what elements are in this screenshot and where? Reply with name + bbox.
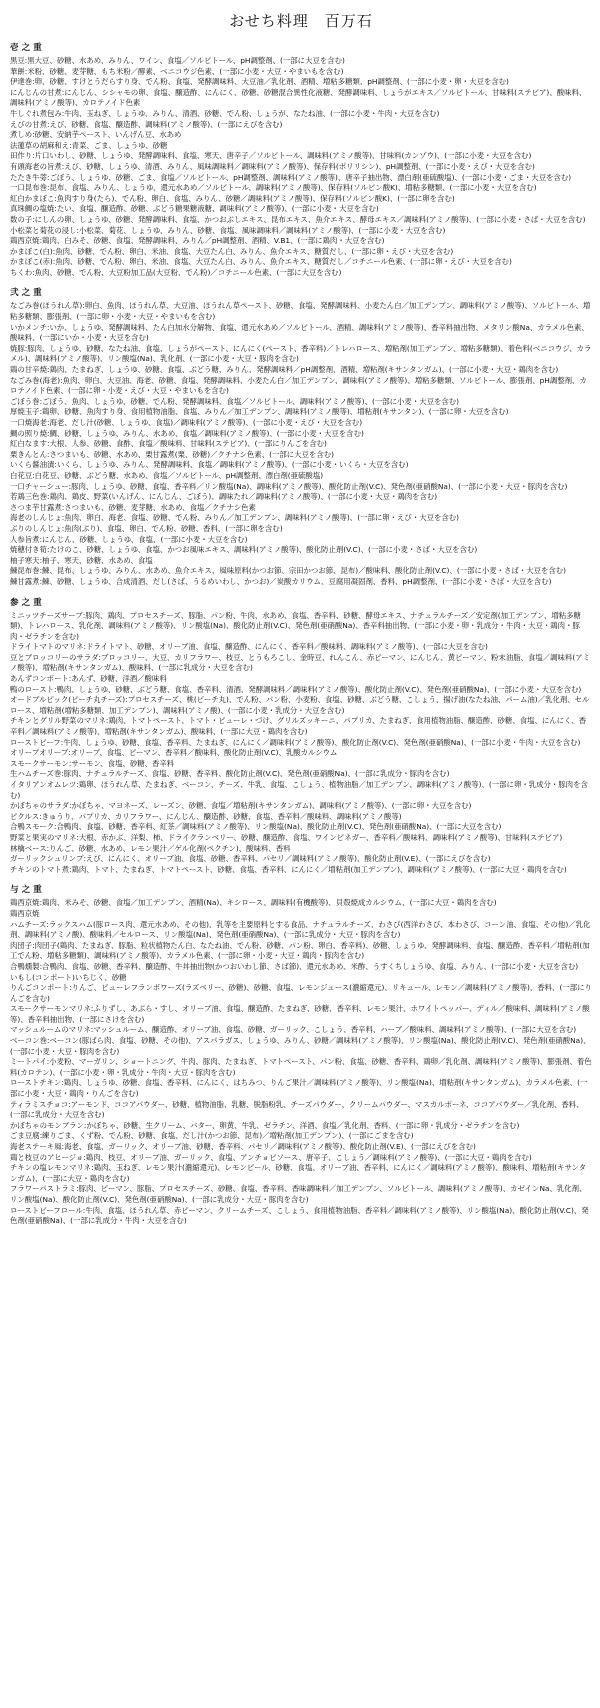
ingredient-entry: ティラミスチョコ:アーモンド、ココアパウダー、砂糖、植物油脂、乳糖、脱脂粉乳、チーズパウダー、クリームパウダー、マスカルポーネ、ココアパウダー／乳化剤、香料、(一部に乳成分・大豆を含む) <box>10 1099 584 1120</box>
ingredient-entry: たたき牛蒡:ごぼう、しょうゆ、砂糖、ごま、食塩／ソルビトール、pH調整剤、調味料(アミノ酸等)、唐辛子抽出物、漂白剤(亜硫酸塩)、(一部に小麦・ごま・大豆を含む) <box>10 172 572 182</box>
ingredient-entry: かまぼこ(白):魚肉、砂糖、でん粉、卵白、米油、食塩、大豆たん白、みりん、魚介エキス、糖質だし、(一部に卵・えび・大豆を含む) <box>10 246 454 256</box>
ingredient-entry: 合鴨スモーク:合鴨肉、食塩、砂糖、香辛料、紅茶／調味料(アミノ酸等)、リン酸塩(Na)、酸化防止剤(V.C)、発色剤(亜硝酸Na)、(一部に大豆を含む) <box>10 822 502 832</box>
ingredient-entry: 鶏の甘辛焼:鶏肉、たまねぎ、しょうゆ、砂糖、食塩、ぶどう糖、みりん、発酵調味料／pH調整剤、酒精、増粘剤(キサンタンガム)、(一部に小麦・大豆・鶏肉を含む) <box>10 365 559 375</box>
ingredient-entry: 小松菜と菊花の浸し:小松菜、菊花、しょうゆ、みりん、砂糖、食塩、風味調味料／調味料(アミノ酸等)、(一部に小麦・大豆を含む) <box>10 225 446 235</box>
section-heading: 参 之 重 <box>10 597 42 608</box>
ingredient-entry: 牛しぐれ煮包み:牛肉、玉ねぎ、しょうゆ、みりん、清酒、砂糖、でん粉、しょうが、なたね油、(一部に小麦・牛肉・大豆を含む) <box>10 108 440 118</box>
ingredient-entry: 紅白かまぼこ:魚肉すり身(たら)、でん粉、卵白、食塩、みりん、砂糖／調味料(アミノ酸等)、保存料(ソルビン酸K)、(一部に卵を含む) <box>10 193 455 203</box>
ingredient-entry: マッシュルームのマリネ:マッシュルーム、醸造酢、オリーブ油、食塩、砂糖、ガーリック、こしょう、香辛料、ハーブ／酸味料、調味料(アミノ酸等)、(一部に大豆を含む) <box>10 1025 577 1035</box>
ingredient-entry: 海老ステーキ風:海老、食塩、ガーリック、オリーブ油、砂糖、香辛料、パセリ／調味料(アミノ酸等)、酸化防止剤(V.E)、(一部にえびを含む) <box>10 1142 476 1151</box>
ingredient-entry: いもし(コンポート)いちじく、砂糖 <box>10 972 127 982</box>
ingredient-entry: なごみ巻(海老):魚肉、卵白、大豆油、海老、砂糖、食塩、発酵調味料、小麦たん白／加工デンプン、調味料(アミノ酸等)、増粘多糖類、ソルビトール、膨張剤、pH調整剤、カロテノイド色素、(一部に卵・小麦・えび・大豆・やまいもを含む) <box>10 375 587 396</box>
ingredient-entry: 一口チャーシュー:豚肉、しょうゆ、砂糖、食塩、香辛料／リン酸塩(Na)、調味料(アミノ酸等)、酸化防止剤(V.C)、発色剤(亜硝酸Na)、(一部に小麦・大豆・豚肉を含む) <box>10 481 568 491</box>
ingredient-entry: チキンとグリル野菜のマリネ:鶏肉、トマトペースト、トマト・ピューレ・づけ、グリルズッキーニ、パプリカ、たまねぎ、食用植物油脂、醸造酢、砂糖、食塩、にんにく、香辛料／調味料(アミノ酸等)、増粘剤(キサンタンガム)、酸味料、(一部に大豆・鶏肉を含む) <box>10 716 587 737</box>
ingredient-entry: スモークサーモン:サーモン、食塩、砂糖、香辛料 <box>10 758 175 768</box>
ingredient-entry: 黒豆:黒大豆、砂糖、水あめ、みりん、ワイン、食塩／ソルビトール、pH調整剤、(一部に大豆を含む) <box>10 56 345 65</box>
ingredient-entry: ミートパイ:小麦粉、マーガリン、ショートニング、牛肉、豚肉、たまねぎ、トマトペースト、パン粉、食塩、砂糖、香辛料、鶏卵／乳化剤、調味料(アミノ酸等)、膨張剤、着色料(カロテン)、(一部に小麦・卵・乳成分・牛肉・大豆・豚肉を含む) <box>10 1057 592 1077</box>
ingredient-entry: 海老のしんじょ:魚肉、卵白、海老、食塩、砂糖、でん粉、みりん／加工デンプン、調味料(アミノ酸等)、(一部に卵・えび・大豆を含む) <box>10 513 460 523</box>
ingredient-entry: フラワーパストラミ:豚肉、ピーマン、豚脂、プロセスチーズ、砂糖、食塩、香辛料、香味調味料／加工デンプン、ソルビトール、調味料(アミノ酸等)、カゼインNa、乳化剤、リン酸塩(Na)、酸化防止剤(V.C)、発色剤(亜硝酸Na)、(一部に乳成分・大豆・豚肉を含む) <box>10 1184 587 1204</box>
ingredient-entry: オリーブオリーブ:オリーブ、食塩、ピーマン、香辛料／酸味料、酸化防止剤(V.C)、乳酸カルシウム <box>10 748 338 758</box>
ingredient-entry: かぼちゃのモンブラン:かぼちゃ、砂糖、生クリーム、バター、卵黄、牛乳、ゼラチン、洋酒、食塩／乳化剤、香料、(一部に卵・乳成分・ゼラチンを含む) <box>10 1120 520 1130</box>
ingredient-entry: 鯛の照り焼:鯛、砂糖、しょうゆ、みりん、水あめ、食塩／調味料(アミノ酸等)、(一部に小麦・大豆を含む) <box>10 428 364 438</box>
section <box>10 41 592 278</box>
ingredient-entry: 焼穂付き筍:たけのこ、砂糖、しょうゆ、食塩、かつお風味エキス、調味料(アミノ酸等)、酸化防止剤(V.C)、(一部に小麦・さば・大豆を含む) <box>10 545 478 555</box>
ingredient-entry: ドライトマトのマリネ:ドライトマト、砂糖、オリーブ油、食塩、醸造酢、にんにく、香辛料／酸味料、調味料(アミノ酸等)、(一部に大豆を含む) <box>10 642 488 652</box>
ingredient-entry: 肉団子:肉団子(鶏肉、たまねぎ、豚脂、粒状植物たん白、なたね油、でん粉、砂糖、パン粉、卵白、香辛料)、砂糖、しょうゆ、発酵調味料、食塩、醸造酢、香辛料／増粘剤(加工でん粉、増粘多糖類)、調味料(アミノ酸等)、カラメル色素、(一部に卵・小麦・大豆・鶏肉・豚肉を含む) <box>10 940 590 961</box>
ingredient-entry: なごみ巻(ほうれん草):卵白、魚肉、ほうれん草、大豆油、ほうれん草ペースト、砂糖、食塩、発酵調味料、小麦たん白／加工デンプン、調味料(アミノ酸等)、ソルビトール、増粘多糖類、膨張剤、(一部に卵・小麦・大豆・やまいもを含む) <box>10 301 591 322</box>
ingredient-entry: あんずコンポート:あんず、砂糖、洋酒／酸味料 <box>10 674 167 684</box>
section <box>10 596 592 876</box>
section-heading: 弐 之 重 <box>10 288 42 299</box>
ingredient-entry: 野菜と果実のマリネ:大根、赤かぶ、洋梨、柿、ドライクランベリー、砂糖、醸造酢、食塩、ワインビネガー、香辛料／酸味料、調味料(アミノ酸等)、甘味料(ステビア) <box>10 832 563 842</box>
ingredient-entry: 柚子寒天:柚子、寒天、砂糖、水あめ、食塩 <box>10 555 153 565</box>
ingredient-entry: 合鴨燻製:合鴨肉、食塩、砂糖、香辛料、醸造酢、牛丼抽出物(かつおいわし節、さば節)、還元水あめ、米酢、うすくちしょうゆ、食塩、みりん、(一部に小麦・大豆を含む) <box>10 961 579 971</box>
ingredient-entry: 鶏西京焼:鶏肉、米みそ、砂糖、食塩／加工デンプン、酒精(Na)、キシロース、調味料(有機酸等)、貝殻焼成カルシウム、(一部に大豆・鶏肉を含む) <box>10 898 497 908</box>
ingredient-entry: チキンのトマト煮:鶏肉、トマト、たまねぎ、トマトペースト、砂糖、食塩、香辛料、にんにく／増粘剤(加工デンプン)、調味料(アミノ酸等)、(一部に大豆・鶏肉を含む) <box>10 864 567 874</box>
ingredient-entry: 栗きんとん:さつまいも、砂糖、水あめ、栗甘露煮(栗、砂糖)／クチナシ色素、(一部に大豆を含む) <box>10 449 334 459</box>
ingredient-entry: 焼豚:豚肉、しょうゆ、砂糖、なたね油、食塩、しょうがペースト、にんにく(ペースト、香辛料)／トレハロース、増粘剤(加工デンプン、増粘多糖類)、着色料(ベニコウジ、カラメル)、調味料(アミノ酸等)、リン酸塩(Na)、乳化剤、(一部に小麦・大豆・豚肉を含む) <box>10 343 592 364</box>
ingredient-entry: イタリアンオムレツ:鶏卵、ほうれん草、たまねぎ、ベーコン、チーズ、牛乳、食塩、こしょう、植物油脂／加工デンプン、調味料(アミノ酸等)、(一部に卵・乳成分・豚肉を含む) <box>10 780 588 800</box>
ingredient-entry: ぶりのしんじょ:魚肉(ぶり)、食塩、卵白、でん粉、砂糖、香料、(一部に卵を含む) <box>10 523 283 533</box>
ingredient-entry: オードブルピック(ピーチ丸チーズ):プロセスチーズ、桃(ピーチ丸)、でん粉、パン粉、小麦粉、食塩、砂糖、ぶどう糖、こしょう、揚げ油(なたね油、パーム油)／乳化剤、セルロース、増粘剤(増粘多糖類、加工デンプン)、調味料(アミノ酸)、(一部に小麦・乳成分・大豆を含む) <box>10 695 590 715</box>
ingredient-entry: 有頭海老の旨煮:えび、砂糖、しょうゆ、清酒、みりん、風味調味料／調味料(アミノ酸等)、保存料(ポリリシン)、pH調整剤、(一部に小麦・えび・大豆を含む) <box>10 161 535 171</box>
ingredient-entry: 若鶏三色巻:鶏肉、鶏皮、野菜(いんげん、にんじん、ごぼう)、調味たれ／調味料(アミノ酸等)、(一部に小麦・大豆・鶏肉を含む) <box>10 492 438 502</box>
ingredient-entry: ローストビーフ:牛肉、しょうゆ、砂糖、食塩、香辛料、たまねぎ、にんにく／調味料(アミノ酸等)、酸化防止剤(V.C)、発色剤(亜硝酸Na)、(一部に小麦・牛肉・大豆を含む) <box>10 737 581 747</box>
ingredient-entry: 厚焼玉子:鶏卵、砂糖、魚肉すり身、食用植物油脂、食塩、みりん／加工デンプン、調味料(アミノ酸等)、増粘剤(キサンタン)、(一部に卵・大豆を含む) <box>10 407 509 417</box>
ingredient-entry: 豆とブロッコリーのサラダ:ブロッコリー、大豆、カリフラワー、枝豆、とうもろこし、金時豆、れんこん、赤ピーマン、にんじん、黄ピーマン、粉末油脂、食塩／調味料(アミノ酸等)、増粘剤(キサンタンガム)、酸味料、(一部に乳成分・大豆を含む) <box>10 652 591 673</box>
ingredient-entry: かまぼこ(赤):魚肉、砂糖、でん粉、卵白、米油、食塩、大豆たん白、みりん、魚介エキス、糖質だし／コチニール色素、(一部に卵・えび・大豆を含む) <box>10 257 512 267</box>
ingredient-entry: スモークサーモンマリネ:ふりずし、あぶら・すし、オリーブ油、食塩、醸造酢、たまねぎ、砂糖、香辛料、レモン果汁、ホワイトペッパー、ディル／酸味料、調味料(アミノ酸等)、香辛料抽出物、(一部にさけを含む) <box>10 1004 590 1024</box>
ingredient-entry: さつま芋甘露煮:さつまいも、砂糖、麦芽糖、水あめ、食塩／クチナシ色素 <box>10 502 256 512</box>
ingredient-entry: 鰊甘露煮:鰊、砂糖、しょうゆ、合成清酒、だし(さば、うるめいわし、かつお)／炭酸カリウム、豆腐用凝固剤、香料、pH調整剤、(一部に小麦・さば・大豆を含む) <box>10 576 552 586</box>
section <box>10 883 592 1226</box>
ingredient-entry: 紅白なます:大根、人参、砂糖、食酢、食塩／酸味料、甘味料(ステビア)、(一部にりんごを含む) <box>10 439 327 449</box>
ingredient-entry: 煮しめ:砂糖、安納芋ペースト、いんげん豆、水あめ <box>10 130 182 140</box>
ingredient-entry: ハムチーズ:ラックスハム(豚ロース肉、還元水あめ、その他)、乳等を主要原料とする食品、ナチュラルチーズ、わさび(西洋わさび、本わさび、コーン油、食塩、その他)／乳化剤、調味料(アミノ酸)、酸味料／セルロース、リン酸塩(Na)、発色剤(亜硝酸Na)、(一部に乳成分・大豆・豚肉を含む) <box>10 919 591 940</box>
ingredient-entry: チキンの塩レモンマリネ:鶏肉、玉ねぎ、レモン果汁(濃縮還元)、レモンピール、砂糖、食塩、オリーブ油、香辛料、にんにく／調味料(アミノ酸等)、酸味料、増粘剤(キサンタンガム)、(一部に大豆・鶏肉を含む) <box>10 1163 587 1183</box>
ingredient-entry: 一口昆布巻:昆布、食塩、みりん、しょうゆ、還元水あめ／ソルビトール、調味料(アミノ酸等)、保存料(ソルビン酸K)、増粘多糖類、(一部に小麦・大豆を含む) <box>10 183 537 193</box>
ingredient-entry: かぼちゃのサラダ:かぼちゃ、マヨネーズ、レーズン、砂糖、食塩／増粘剤(キサンタンガム)、調味料(アミノ酸等)、(一部に卵・大豆を含む) <box>10 801 472 811</box>
ingredient-entry: 数の子:にしんの卵、しょうゆ、砂糖、発酵調味料、食塩、かつおぶしエキス、昆布エキス、魚介エキス、酵母エキス／調味料(アミノ酸等)、(一部に小麦・さば・大豆を含む) <box>10 214 586 224</box>
ingredient-entry: 鶏と枝豆のアヒージョ:鶏肉、枝豆、オリーブ油、ガーリック、食塩、アンチョビソース、唐辛子、こしょう／調味料(アミノ酸等)、(一部に大豆・鶏肉を含む) <box>10 1152 532 1162</box>
ingredient-entry: ごま豆腐:練りごま、くず粉、でん粉、砂糖、食塩、だし汁(かつお節、昆布)／増粘剤(加工デンプン)、(一部にごまを含む) <box>10 1131 414 1141</box>
ingredient-entry: 法蓮草の胡麻和え:青菜、ごま、しょうゆ、砂糖 <box>10 140 168 150</box>
ingredient-entry: 華餅:米粉、砂糖、麦芽糖、もち米粉／酵素、ベニコウジ色素、(一部に小麦・大豆・やまいもを含む) <box>10 66 344 76</box>
ingredient-entry: 伊達巻:卵、砂糖、すけとうだらすり身、でん粉、食塩、発酵調味料、大豆油／乳化剤、酒精、増粘多糖類、pH調整剤、(一部に小麦・卵・大豆を含む) <box>10 77 509 87</box>
ingredient-entry: 白花豆:白花豆、砂糖、ぶどう糖、水あめ、食塩／ソルビトール、pH調整剤、漂白剤(亜硫酸塩) <box>10 470 324 480</box>
ingredient-entry: 一口焼海老:海老、だし汁(砂糖、しょうゆ、食塩)／調味料(アミノ酸等)、(一部に小麦・えび・大豆を含む) <box>10 418 363 427</box>
document-title: おせち料理 百万石 <box>229 12 373 30</box>
ingredient-entry: りんごコンポート:りんご、ピューレフランボワーズ(ラズベリー、砂糖)、砂糖、食塩、レモンジュース(濃縮還元)、リキュール、レモン／調味料(アミノ酸等)、香料、(一部にりんごを含む) <box>10 983 592 1003</box>
ingredient-entry: ベーコン巻:ベーコン(豚ばら肉、食塩、砂糖、その他)、アスパラガス、しょうゆ、みりん、砂糖／調味料(アミノ酸等)、リン酸塩(Na)、酸化防止剤(V.C)、発色剤(亜硝酸Na)、(一部に小麦・大豆・豚肉を含む) <box>10 1036 591 1056</box>
ingredient-entry: 鰊昆布巻:鰊、昆布、しょうゆ、みりん、水あめ、魚介エキス、風味原料(かつお節、宗田かつお節、昆布)／酸味料、酸化防止剤(V.C)、(一部に小麦・さば・大豆を含む) <box>10 566 567 576</box>
ingredient-entry: 鶏西京焼:鶏肉、白みそ、砂糖、食塩、発酵調味料、みりん／pH調整剤、酒精、V.B1、(一部に鶏肉・大豆を含む) <box>10 236 385 246</box>
ingredient-entry: 鴨のロースト:鴨肉、しょうゆ、砂糖、ぶどう糖、食塩、香辛料、清酒、発酵調味料／調味料(アミノ酸等)、酸化防止剤(V.C)、発色剤(亜硝酸Na)、(一部に小麦・大豆を含む) <box>10 684 582 694</box>
ingredient-entry: にんじんの甘煮:にんじん、シシャモの卵、食塩、醸造酢、にんにく、砂糖、砂糖混合異性化液糖、発酵調味料、しょうがエキス／ソルビトール、甘味料(ステビア)、酸味料、調味料(アミノ酸等)、カロテノイド色素 <box>10 87 587 108</box>
ingredient-entry: 田作り:片口いわし、砂糖、しょうゆ、発酵調味料、食塩、寒天、唐辛子／ソルビトール、調味料(アミノ酸等)、甘味料(カンゾウ)、(一部に小麦・大豆を含む) <box>10 151 532 161</box>
ingredient-entry: ミニッツチーズサーブ:豚肉、鶏肉、プロセスチーズ、豚脂、パン粉、牛肉、水あめ、食塩、香辛料、砂糖、酵母エキス、ナチュラルチーズ／安定剤(加工デンプン、増粘多糖類)、トレハロース、乳化剤、調味料(アミノ酸等)、リン酸塩(Na)、酸化防止剤(V.C)、発色剤(亜硝酸Na)、香辛料抽出物、(一部に小麦・卵・乳成分・牛肉・大豆・鶏肉・豚肉・ゼラチンを含む) <box>10 610 581 641</box>
section-heading: 与 之 重 <box>10 885 42 896</box>
ingredient-entry: ガーリックシュリンプ:えび、にんにく、オリーブ油、食塩、砂糖、香辛料、パセリ／調味料(アミノ酸等)、酸化防止剤(V.E)、(一部にえびを含む) <box>10 854 491 864</box>
ingredient-entry: ちくわ:魚肉、砂糖、でん粉、大豆粉加工品(大豆粉、でん粉)／コチニール色素、(一部に大豆を含む) <box>10 267 342 277</box>
ingredient-entry: 鶏西京焼 <box>10 908 40 918</box>
ingredient-entry: いかメンチ:いか、しょうゆ、発酵調味料、たん白加水分解物、食塩、還元水あめ／ソルビトール、酒精、調味料(アミノ酸等)、香辛料抽出物、メタリン酸Na、カラメル色素、酸味料、(一部にいか・小麦・大豆を含む) <box>10 322 589 343</box>
ingredient-entry: 真珠鯛の塩焼:たい、食塩、醸造酢、砂糖、ぶどう糖果糖液糖、調味料(アミノ酸等)、(一部に小麦・大豆を含む) <box>10 204 379 214</box>
ingredient-entry: ローストチキン:鶏肉、しょうゆ、砂糖、食塩、香辛料、にんにく、はちみつ、りんご果汁／調味料(アミノ酸等)、リン酸塩(Na)、増粘剤(キサンタンガム)、カラメル色素、(一部に小麦・大豆・鶏肉・りんごを含む) <box>10 1078 588 1099</box>
section <box>10 286 592 587</box>
section-heading: 壱 之 重 <box>10 43 42 53</box>
ingredient-entry: 人参旨煮:にんじん、砂糖、しょうゆ、食塩、(一部に小麦・大豆を含む) <box>10 534 248 544</box>
ingredient-entry: ローストビーフロール:牛肉、食塩、ほうれん草、赤ピーマン、クリームチーズ、こしょう、食用植物油脂、香辛料／調味料(アミノ酸等)、リン酸塩(Na)、酸化防止剤(V.C)、発色剤(亜硝酸Na)、(一部に乳成分・牛肉・大豆を含む) <box>10 1205 589 1226</box>
ingredient-entry: えびの甘煮:えび、砂糖、食塩、醸造酢、調味料(アミノ酸等)、(一部にえびを含む) <box>10 119 283 129</box>
sections-container <box>10 41 592 1227</box>
ingredient-entry: 林檎ベース:りんご、砂糖、水あめ、レモン果汁／ゲル化剤(ペクチン)、酸味料、香料 <box>10 843 291 853</box>
ingredient-entry: ごぼう巻:ごぼう、魚肉、しょうゆ、砂糖、でん粉、発酵調味料、食塩／ソルビトール、調味料(アミノ酸等)、(一部に小麦・大豆を含む) <box>10 396 460 406</box>
ingredient-entry: いくら醤油漬:いくら、しょうゆ、みりん、発酵調味料、食塩／調味料(アミノ酸等)、(一部に小麦・いくら・大豆を含む) <box>10 460 409 470</box>
ingredient-entry: 生ハムチーズ巻:豚肉、ナチュラルチーズ、食塩、砂糖、香辛料、酸化防止剤(V.C)、発色剤(亜硝酸Na)、(一部に乳成分・豚肉を含む) <box>10 769 450 779</box>
ingredient-entry: ピクルス:きゅうり、パプリカ、カリフラワー、にんじん、醸造酢、砂糖、食塩、香辛料／酸味料、調味料(アミノ酸等) <box>10 811 402 821</box>
